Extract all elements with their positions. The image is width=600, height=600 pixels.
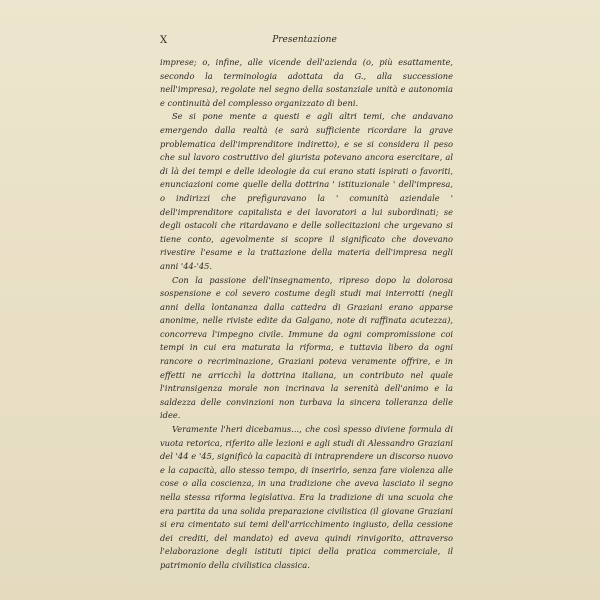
paragraph-continuation: imprese; o, infine, alle vicende dell'azienda (o, più esattamente, secondo la terminologia adottata da G., alla successione nell'impresa), regolate nel segno della sostanziale unità e autonomia e continuità del complesso organizzato di beni. bbox=[160, 57, 453, 108]
page-number: X bbox=[160, 35, 169, 46]
paragraph: Se si pone mente a questi e agli altri temi, che andavano emergendo dalla realtà (e sarà sufficiente ricordare la grave problematica dell'imprenditore indiretto), e se si considera il peso che sul lavoro costruttivo del giurista potevano ancora esercitare, al di là dei tempi e delle ideologie da cui erano stati ispirati o favoriti, enunciazioni come quelle della dottrina ' istituzionale ' dell'impresa, o indirizzi che prefiguravano la ' comunità aziendale ' dell'imprenditore capitalista e dei lavoratori a lui subordinati; se degli ostacoli che ritardavano e delle sollecitazioni che urgevano si tiene conto, agevolmente si scopre il significato che dovevano rivestire l'esame e la trattazione della materia dell'impresa negli anni '44-'45. bbox=[160, 111, 453, 271]
paragraph: Veramente l'heri dicebamus..., che così spesso diviene formula di vuota retorica, riferito alle lezioni e agli studi di Alessandro Graziani del '44 e '45, significò la capacità di intraprendere un discorso nuovo e la capacità, allo stesso tempo, di inserirlo, senza fare violenza alle cose o alla coscienza, in una tradizione che aveva lasciato il segno nella stessa riforma legislativa. Era la tradizione di una scuola che era partita da una solida preparazione civilistica (il giovane Graziani si era cimentato sui temi dell'arricchimento ingiusto, della cessione dei crediti, del mandato) ed aveva quindi rinvigorito, attraverso l'elaborazione degli istituti tipici della pratica commerciale, il patrimonio della civilistica classica. bbox=[160, 424, 453, 570]
running-title: Presentazione bbox=[272, 35, 337, 45]
page-header bbox=[158, 35, 451, 51]
paragraph: Con la passione dell'insegnamento, ripreso dopo la dolorosa sospensione e col severo costume degli studi mai interrotti (negli anni della lontananza dalla cattedra di Graziani erano apparse anonime, nelle riviste edite da Galgano, note di raffinata acutezza), concorreva l'impegno civile. Immune da ogni compromissione coi tempi in cui era maturata la riforma, e tuttavia libero da ogni rancore o recriminazione, Graziani poteva veramente offrire, e in effetti ne arricchì la dottrina italiana, un contributo nel quale l'intransigenza morale non incrinava la serenità dell'animo e la saldezza delle convinzioni non turbava la sincera tolleranza delle idee. bbox=[160, 274, 453, 421]
body-text bbox=[160, 56, 453, 573]
